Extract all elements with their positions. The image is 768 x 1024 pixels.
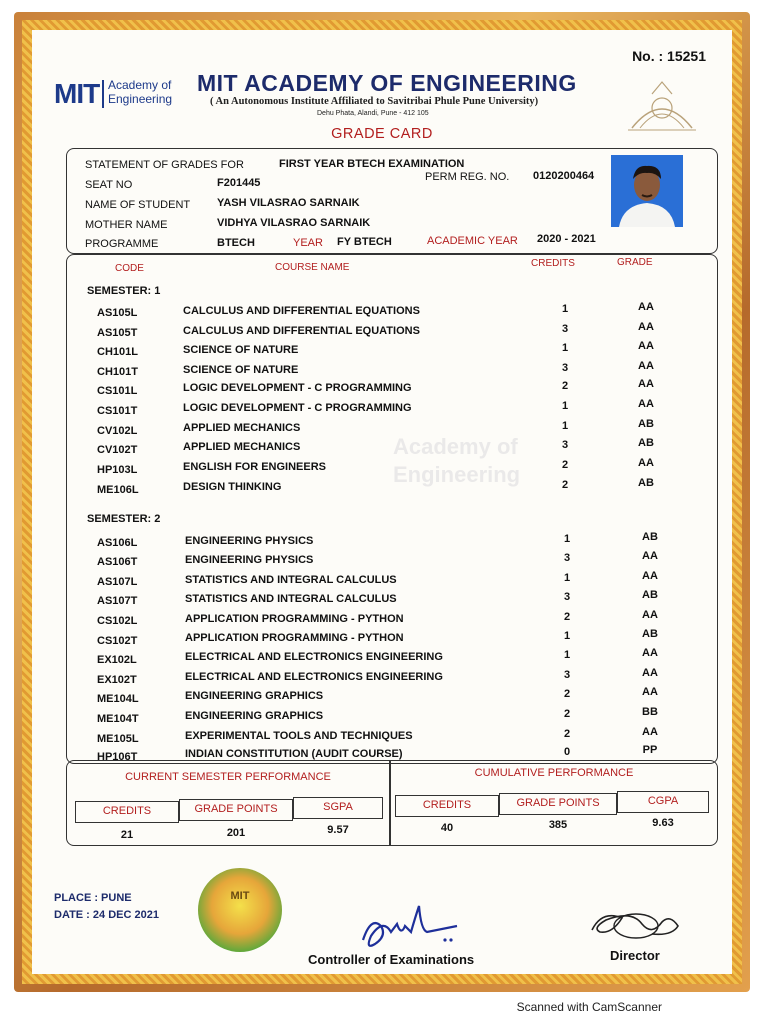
student-photo [611,155,683,227]
course-grade: AA [638,398,654,410]
course-name: LOGIC DEVELOPMENT - C PROGRAMMING [183,382,412,394]
statement-value: FIRST YEAR BTECH EXAMINATION [279,158,465,170]
grade-card-sheet [32,30,732,974]
seat-label: SEAT NO [85,179,133,191]
course-grade: AA [642,686,658,698]
course-grade: AB [642,628,658,640]
course-code: CS101T [97,405,138,417]
student-name-label: NAME OF STUDENT [85,199,191,211]
logo-subtitle [108,78,188,106]
course-grade: AA [642,570,658,582]
logo-subtitle-line-2: Engineering [108,92,173,106]
column-header-course: COURSE NAME [275,262,350,273]
course-code: CH101L [97,346,138,358]
course-name: ENGINEERING PHYSICS [185,554,314,566]
cumulative-grade-points-header: GRADE POINTS [499,793,617,815]
institute-name: MIT ACADEMY OF ENGINEERING [197,70,577,96]
cumulative-title: CUMULATIVE PERFORMANCE [474,767,634,779]
course-credits: 0 [563,746,571,758]
course-grade: AB [638,437,654,449]
column-header-code: CODE [115,263,144,274]
course-code: HP103L [97,464,138,476]
mother-name-label: MOTHER NAME [85,219,168,231]
course-grade: AA [638,301,654,313]
logo-subtitle-line-1: Academy of [108,78,172,92]
course-credits: 1 [561,420,569,432]
course-code: AS106T [97,556,138,568]
course-grade: AA [638,340,654,352]
course-credits: 2 [561,380,569,392]
hologram-stamp [198,868,282,952]
course-name: DESIGN THINKING [183,481,282,493]
course-grade: AA [642,647,658,659]
course-name: CALCULUS AND DIFFERENTIAL EQUATIONS [183,305,420,317]
course-name: ELECTRICAL AND ELECTRONICS ENGINEERING [185,651,443,663]
current-credits-value: 21 [120,829,134,841]
year-value: FY BTECH [337,236,392,248]
controller-title: Controller of Examinations [308,952,475,967]
mother-name-value: VIDHYA VILASRAO SARNAIK [217,217,371,229]
course-code: CS102T [97,635,138,647]
course-grade: AA [642,609,658,621]
page-title: GRADE CARD [331,126,433,142]
perm-reg-label: PERM REG. NO. [425,171,510,183]
course-code: EX102T [97,674,137,686]
course-name: APPLIED MECHANICS [183,441,301,453]
course-name: STATISTICS AND INTEGRAL CALCULUS [185,574,397,586]
course-credits: 2 [563,611,571,623]
scanner-watermark: Scanned with CamScanner [516,1000,662,1014]
course-code: CS102L [97,615,138,627]
cgpa-header: CGPA [617,791,709,813]
programme-label: PROGRAMME [85,238,159,250]
course-code: ME106L [97,484,139,496]
course-credits: 1 [561,303,569,315]
course-credits: 2 [561,479,569,491]
watermark-line-2: Engineering [393,462,521,487]
perm-reg-value: 0120200464 [533,170,595,182]
course-code: ME105L [97,733,139,745]
course-credits: 3 [561,439,569,451]
cumulative-grade-points-value: 385 [548,819,568,831]
course-code: AS106L [97,537,138,549]
course-grade: AA [638,321,654,333]
current-semester-title: CURRENT SEMESTER PERFORMANCE [125,771,331,783]
statement-label: STATEMENT OF GRADES FOR [85,159,244,171]
course-grade: AA [642,726,658,738]
current-credits-header: CREDITS [75,801,179,823]
sgpa-value: 9.57 [327,824,349,836]
director-signature [582,900,692,950]
institute-tagline: ( An Autonomous Institute Affiliated to Savitribai Phule Pune University) [210,96,539,107]
course-code: CV102L [97,425,138,437]
cumulative-credits-value: 40 [440,822,454,834]
course-grade: PP [642,744,658,756]
course-credits: 3 [563,591,571,603]
course-grade: AA [638,378,654,390]
course-code: HP106T [97,751,138,763]
course-name: ENGLISH FOR ENGINEERS [183,461,327,473]
course-code: EX102L [97,654,137,666]
course-grade: AA [638,457,654,469]
course-credits: 3 [561,362,569,374]
institute-logo: MIT [54,78,100,109]
director-title: Director [610,948,660,963]
document-number: No. : 15251 [632,48,706,64]
academic-year-label: ACADEMIC YEAR [427,235,518,247]
performance-summary [66,760,718,846]
course-credits: 2 [563,688,571,700]
course-name: STATISTICS AND INTEGRAL CALCULUS [185,593,397,605]
course-credits: 2 [563,708,571,720]
controller-signature [357,896,467,954]
course-name: ENGINEERING GRAPHICS [185,710,324,722]
programme-value: BTECH [217,237,255,249]
course-credits: 1 [561,400,569,412]
course-name: SCIENCE OF NATURE [183,344,299,356]
institute-address: Dehu Phata, Alandi, Pune - 412 105 [317,110,429,117]
year-label: YEAR [293,237,323,249]
course-grade: AA [642,550,658,562]
semester-2-label: SEMESTER: 2 [87,513,161,525]
course-grade: AB [638,418,654,430]
course-name: APPLIED MECHANICS [183,422,301,434]
academic-year-value: 2020 - 2021 [537,233,596,245]
course-grade: AA [642,667,658,679]
watermark [393,433,520,489]
course-credits: 1 [561,342,569,354]
course-credits: 2 [563,728,571,740]
current-grade-points-value: 201 [226,827,246,839]
course-code: AS107T [97,595,138,607]
sgpa-header: SGPA [293,797,383,819]
student-name-value: YASH VILASRAO SARNAIK [217,197,360,209]
course-name: INDIAN CONSTITUTION (AUDIT COURSE) [185,748,403,760]
student-info-box [66,148,718,254]
course-credits: 1 [563,533,571,545]
course-name: CALCULUS AND DIFFERENTIAL EQUATIONS [183,325,420,337]
course-code: AS105L [97,307,138,319]
course-credits: 3 [563,669,571,681]
course-credits: 3 [561,323,569,335]
course-code: AS105T [97,327,138,339]
watermark-line-1: Academy of [393,434,518,459]
course-code: CV102T [97,444,138,456]
course-name: EXPERIMENTAL TOOLS AND TECHNIQUES [185,730,413,742]
course-name: APPLICATION PROGRAMMING - PYTHON [185,632,404,644]
course-name: ENGINEERING PHYSICS [185,535,314,547]
course-grade: AA [638,360,654,372]
course-code: ME104T [97,713,139,725]
course-credits: 1 [563,572,571,584]
course-name: LOGIC DEVELOPMENT - C PROGRAMMING [183,402,412,414]
courses-table [66,254,718,764]
course-grade: AB [638,477,654,489]
issue-date: DATE : 24 DEC 2021 [54,909,159,921]
column-header-credits: CREDITS [531,258,575,269]
course-name: APPLICATION PROGRAMMING - PYTHON [185,613,404,625]
course-credits: 1 [563,649,571,661]
course-credits: 2 [561,459,569,471]
stamp-text: MIT [230,890,250,902]
current-grade-points-header: GRADE POINTS [179,799,293,821]
course-name: ENGINEERING GRAPHICS [185,690,324,702]
course-grade: AB [642,589,658,601]
course-code: ME104L [97,693,139,705]
course-code: AS107L [97,576,138,588]
course-code: CS101L [97,385,138,397]
course-grade: AB [642,531,658,543]
course-name: ELECTRICAL AND ELECTRONICS ENGINEERING [185,671,443,683]
place: PLACE : PUNE [54,892,132,904]
cumulative-credits-header: CREDITS [395,795,499,817]
course-code: CH101T [97,366,138,378]
cgpa-value: 9.63 [652,817,674,829]
course-name: SCIENCE OF NATURE [183,364,299,376]
logo-divider [102,80,104,108]
course-credits: 3 [563,552,571,564]
course-grade: BB [642,706,658,718]
column-header-grade: GRADE [617,257,653,268]
seat-value: F201445 [217,177,261,189]
course-credits: 1 [563,630,571,642]
semester-1-label: SEMESTER: 1 [87,285,161,297]
